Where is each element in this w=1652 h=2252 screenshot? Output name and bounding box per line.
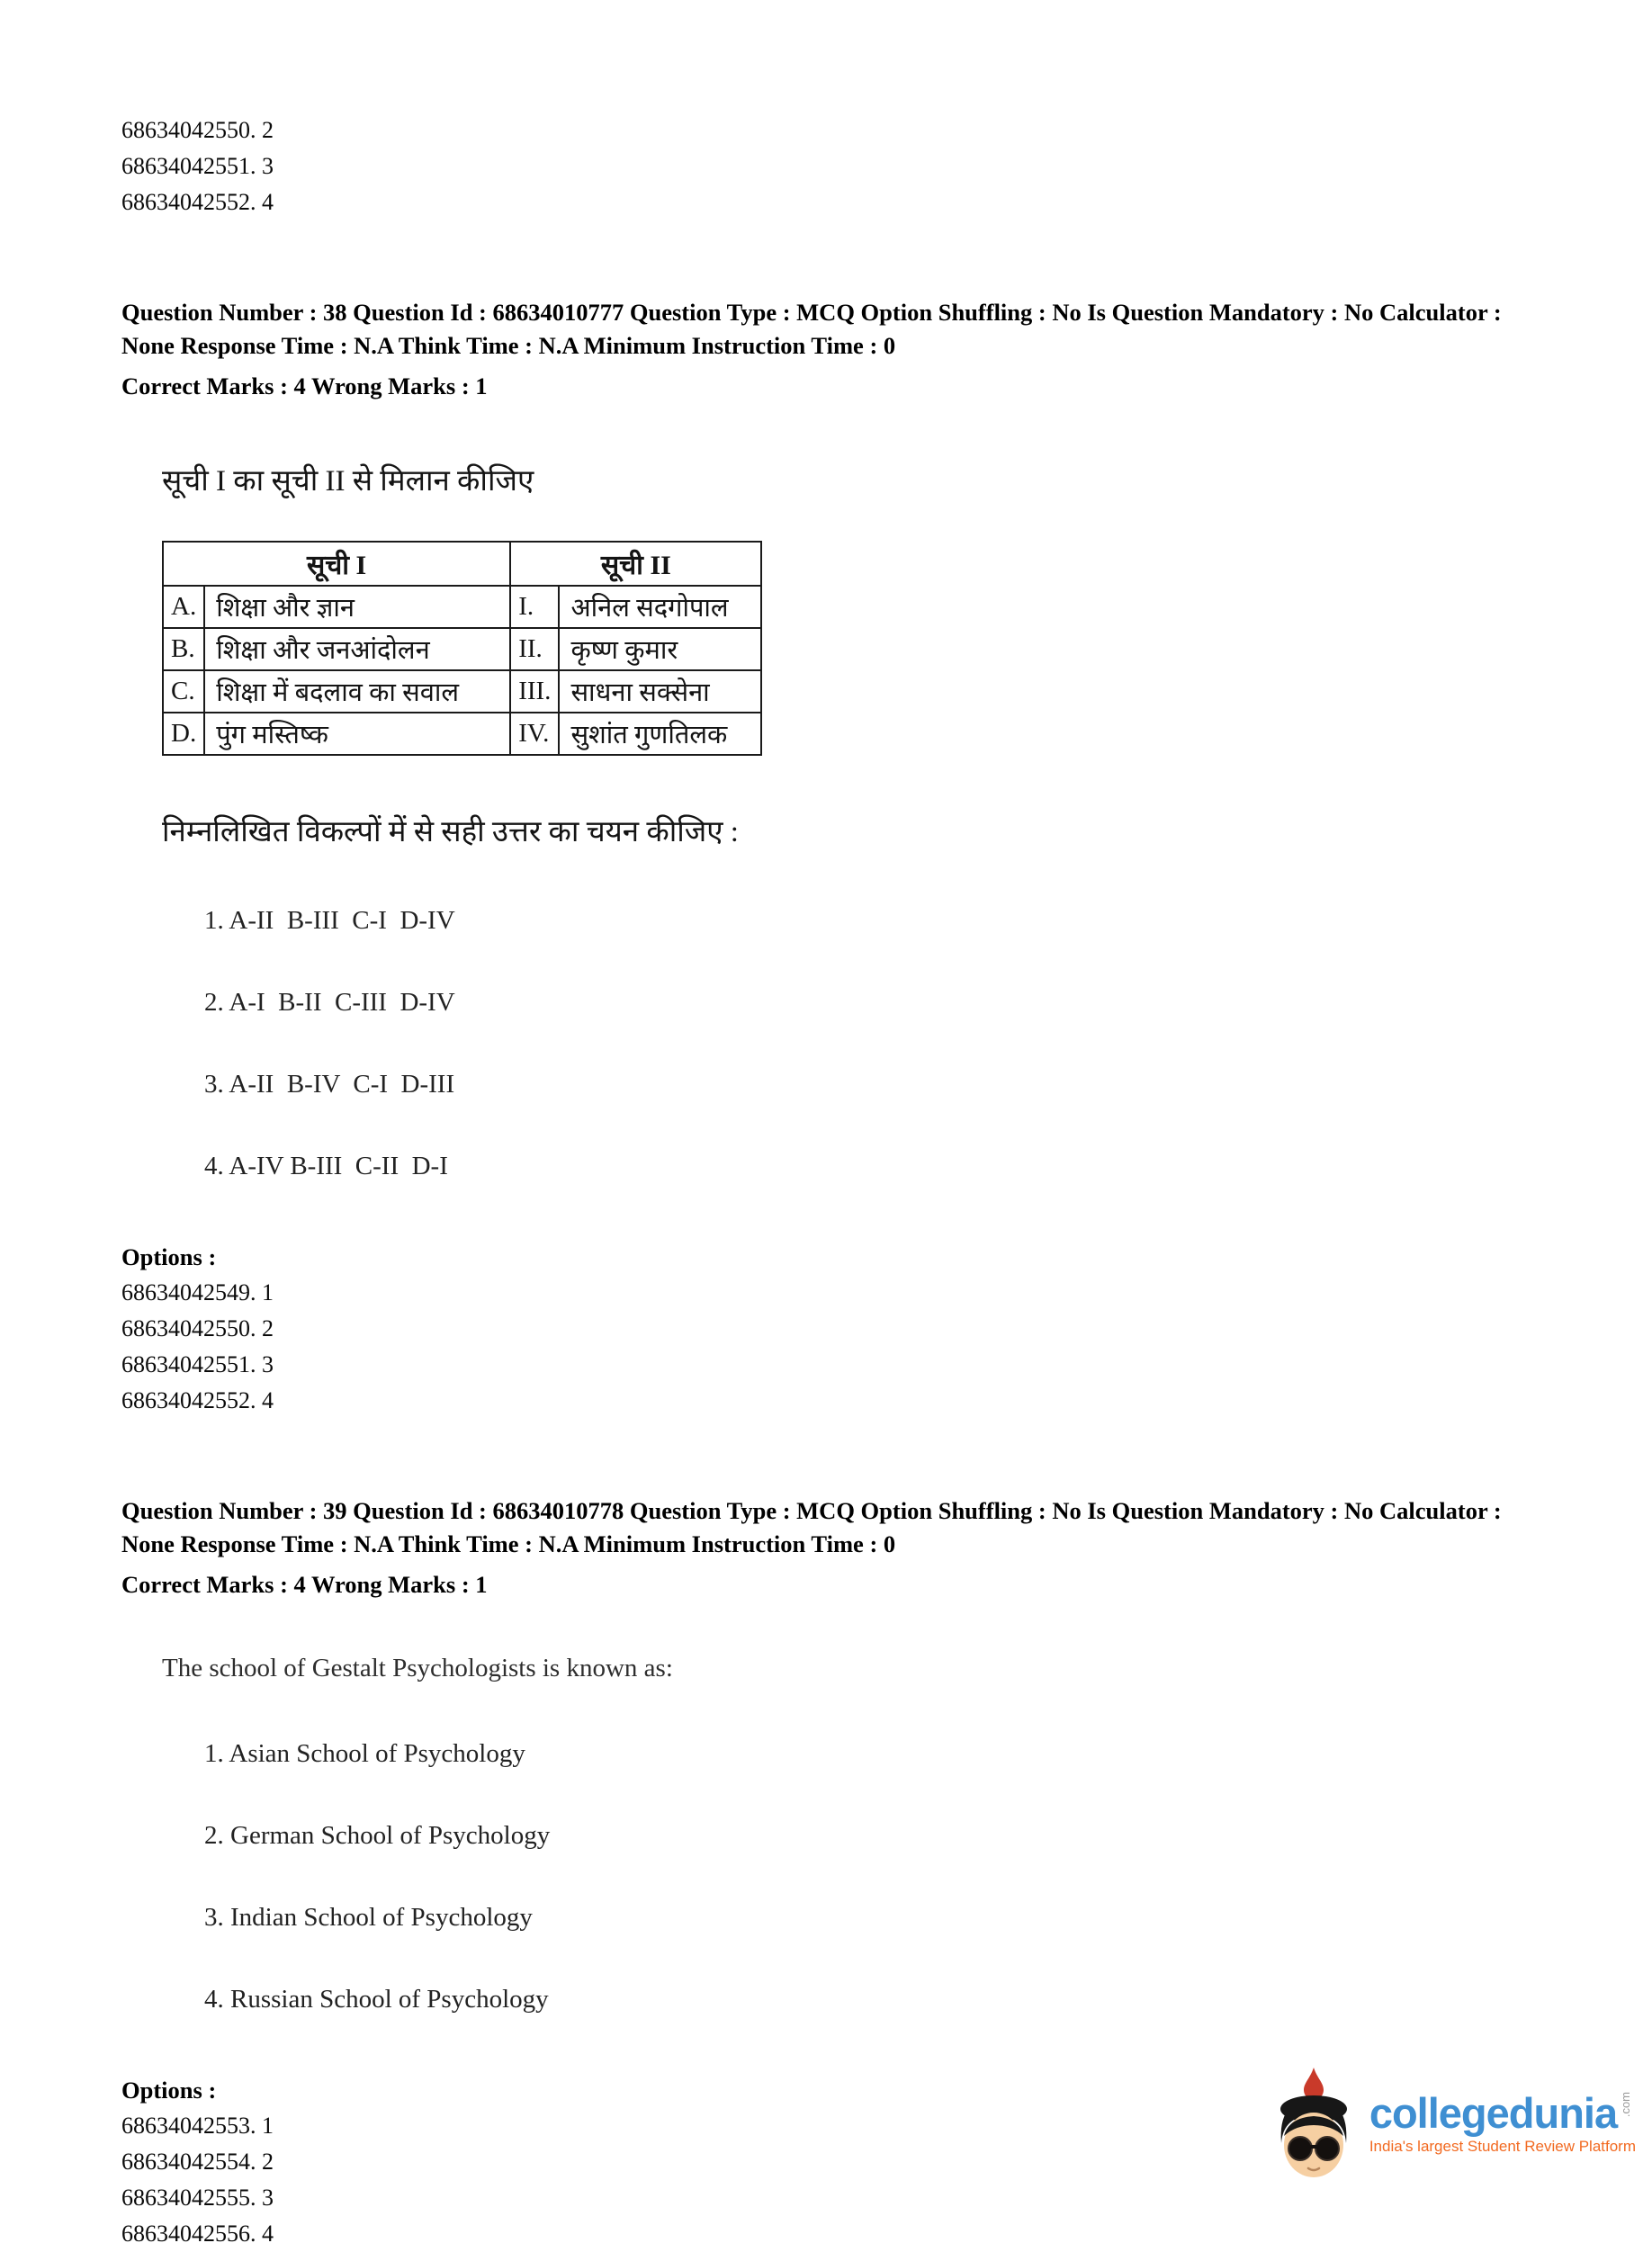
row-a-list1-text: शिक्षा और ज्ञान	[204, 586, 510, 628]
logo-text-block	[1369, 2088, 1636, 2156]
question-38-choices	[121, 906, 1544, 1181]
option-id-line: 68634042552. 4	[121, 189, 274, 215]
row-d-label: D.	[163, 713, 204, 755]
question-38-instruction: निम्नलिखित विकल्पों में से सही उत्तर का चयन कीजिए :	[162, 816, 739, 848]
table-row	[163, 628, 761, 670]
option-id-line: 68634042550. 2	[121, 117, 274, 143]
question-38-prompt: सूची I का सूची II से मिलान कीजिए	[162, 465, 534, 498]
row-c-label: C.	[163, 670, 204, 713]
mascot-icon	[1272, 2066, 1355, 2181]
brand-tagline: India's largest Student Review Platform	[1369, 2137, 1636, 2155]
list2-header: सूची II	[510, 542, 761, 586]
option-id-line: 68634042555. 3	[121, 2185, 274, 2211]
choice-4: 4. Russian School of Psychology	[204, 1985, 549, 2014]
options-label: Options :	[121, 1243, 217, 1270]
question-38-header: Question Number : 38 Question Id : 68634010777 Question Type : MCQ Option Shuffling : No Is Question Mandatory : No Calculator : None Response Time : N.A Think Time : N.A Minimum Instruction Time : 0	[121, 299, 1502, 359]
question-39-marks: Correct Marks : 4 Wrong Marks : 1	[121, 1571, 488, 1598]
row-d-list2-text: सुशांत गुणतिलक	[559, 713, 761, 755]
row-a-roman: I.	[510, 586, 559, 628]
choice-2: 2. German School of Psychology	[204, 1821, 551, 1850]
option-id-line: 68634042556. 4	[121, 2221, 274, 2247]
list1-header: सूची I	[163, 542, 510, 586]
collegedunia-logo	[1272, 2066, 1636, 2181]
row-c-roman: III.	[510, 670, 559, 713]
row-c-list2-text: साधना सक्सेना	[559, 670, 761, 713]
options-label: Options :	[121, 2077, 217, 2104]
row-b-list1-text: शिक्षा और जनआंदोलन	[204, 628, 510, 670]
question-39-choices	[121, 1739, 1544, 2014]
choice-1: 1. Asian School of Psychology	[204, 1739, 525, 1768]
row-c-list1-text: शिक्षा में बदलाव का सवाल	[204, 670, 510, 713]
row-b-roman: II.	[510, 628, 559, 670]
table-row	[163, 670, 761, 713]
brand-suffix: .com	[1619, 2091, 1633, 2117]
table-row	[163, 586, 761, 628]
choice-2: 2. A-I B-II C-III D-IV	[204, 988, 455, 1017]
question-38-block	[121, 296, 1544, 1419]
brand-name: collegedunia	[1369, 2088, 1618, 2137]
option-id-line: 68634042549. 1	[121, 1279, 274, 1305]
choice-3: 3. Indian School of Psychology	[204, 1903, 533, 1932]
previous-question-option-ids	[121, 112, 1544, 220]
row-b-label: B.	[163, 628, 204, 670]
option-id-line: 68634042553. 1	[121, 2113, 274, 2139]
option-id-line: 68634042551. 3	[121, 153, 274, 179]
choice-3: 3. A-II B-IV C-I D-III	[204, 1070, 455, 1099]
match-list-table	[162, 541, 762, 756]
option-id-line: 68634042550. 2	[121, 1315, 274, 1341]
option-id-line: 68634042554. 2	[121, 2149, 274, 2175]
choice-1: 1. A-II B-III C-I D-IV	[204, 906, 455, 935]
question-39-text: The school of Gestalt Psychologists is known as:	[162, 1654, 673, 1682]
row-a-label: A.	[163, 586, 204, 628]
row-a-list2-text: अनिल सदगोपाल	[559, 586, 761, 628]
choice-4: 4. A-IV B-III C-II D-I	[204, 1152, 448, 1180]
row-d-list1-text: पुंग मस्तिष्क	[204, 713, 510, 755]
row-d-roman: IV.	[510, 713, 559, 755]
question-38-marks: Correct Marks : 4 Wrong Marks : 1	[121, 372, 488, 399]
brand-row	[1369, 2088, 1636, 2137]
table-header-row	[163, 542, 761, 586]
row-b-list2-text: कृष्ण कुमार	[559, 628, 761, 670]
option-id-line: 68634042552. 4	[121, 1387, 274, 1413]
question-39-header: Question Number : 39 Question Id : 68634010778 Question Type : MCQ Option Shuffling : No Is Question Mandatory : No Calculator : None Response Time : N.A Think Time : N.A Minimum Instruction Time : 0	[121, 1497, 1502, 1557]
option-id-line: 68634042551. 3	[121, 1351, 274, 1377]
question-38-option-ids	[121, 1275, 1544, 1419]
table-row	[163, 713, 761, 755]
